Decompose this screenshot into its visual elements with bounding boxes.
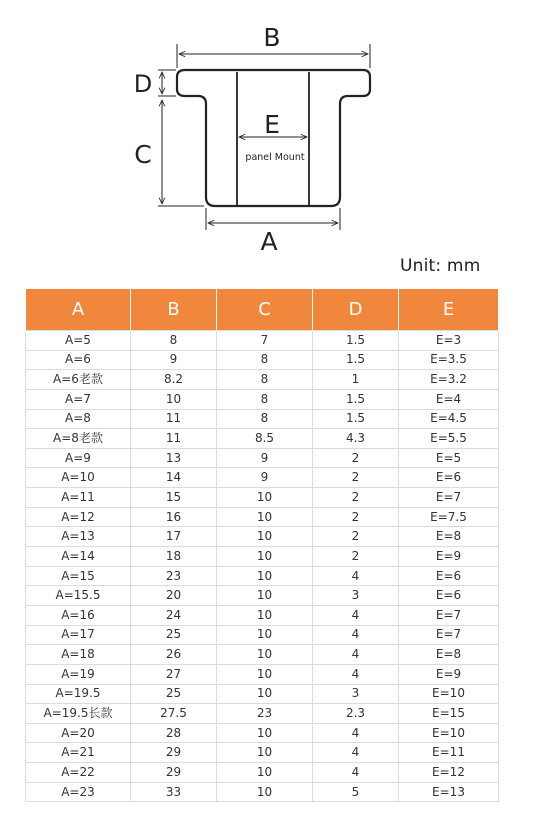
cell-b: 18: [131, 547, 217, 567]
cell-b: 16: [131, 507, 217, 527]
cell-d: 4.3: [313, 429, 399, 449]
cell-b: 8: [131, 331, 217, 351]
cell-d: 2: [313, 527, 399, 547]
table-row: [26, 429, 499, 449]
cell-a: A=16: [26, 605, 131, 625]
cell-d: 2.3: [313, 704, 399, 724]
label-e: E: [264, 110, 280, 139]
cell-e: E=5: [399, 448, 499, 468]
cell-b: 27.5: [131, 704, 217, 724]
cell-d: 3: [313, 684, 399, 704]
cell-a: A=8老款: [26, 429, 131, 449]
table-row: [26, 645, 499, 665]
panel-mount-label: panel Mount: [245, 152, 305, 163]
cell-c: 9: [217, 448, 313, 468]
table-row: [26, 350, 499, 370]
cell-c: 10: [217, 605, 313, 625]
cell-d: 4: [313, 605, 399, 625]
cell-e: E=7: [399, 488, 499, 508]
cell-a: A=12: [26, 507, 131, 527]
column-header-b: B: [131, 289, 217, 331]
cell-d: 2: [313, 507, 399, 527]
cell-b: 29: [131, 743, 217, 763]
cell-e: E=13: [399, 782, 499, 802]
cell-e: E=11: [399, 743, 499, 763]
cell-b: 17: [131, 527, 217, 547]
table-row: [26, 468, 499, 488]
cell-b: 10: [131, 389, 217, 409]
cell-a: A=15: [26, 566, 131, 586]
cell-a: A=19.5: [26, 684, 131, 704]
cell-d: 4: [313, 664, 399, 684]
cell-e: E=8: [399, 527, 499, 547]
cell-c: 10: [217, 527, 313, 547]
cell-e: E=4: [399, 389, 499, 409]
cell-b: 29: [131, 763, 217, 783]
cell-b: 9: [131, 350, 217, 370]
cell-b: 20: [131, 586, 217, 606]
cell-e: E=6: [399, 586, 499, 606]
table-row: [26, 723, 499, 743]
table-row: [26, 586, 499, 606]
cell-d: 4: [313, 743, 399, 763]
table-header-row: [26, 289, 499, 331]
cell-a: A=19.5长款: [26, 704, 131, 724]
cell-b: 8.2: [131, 370, 217, 390]
cell-c: 10: [217, 566, 313, 586]
cell-a: A=23: [26, 782, 131, 802]
cell-c: 10: [217, 625, 313, 645]
cell-c: 10: [217, 723, 313, 743]
cell-a: A=20: [26, 723, 131, 743]
cell-a: A=19: [26, 664, 131, 684]
cell-b: 14: [131, 468, 217, 488]
cell-a: A=14: [26, 547, 131, 567]
cell-d: 1.5: [313, 331, 399, 351]
label-d: D: [133, 70, 153, 98]
cell-a: A=5: [26, 331, 131, 351]
cell-c: 10: [217, 507, 313, 527]
cell-e: E=7: [399, 605, 499, 625]
cell-c: 8: [217, 409, 313, 429]
cell-a: A=21: [26, 743, 131, 763]
cell-a: A=11: [26, 488, 131, 508]
cell-a: A=8: [26, 409, 131, 429]
cell-b: 28: [131, 723, 217, 743]
cell-c: 10: [217, 664, 313, 684]
column-header-c: C: [217, 289, 313, 331]
cell-c: 10: [217, 684, 313, 704]
cell-a: A=15.5: [26, 586, 131, 606]
cell-c: 10: [217, 586, 313, 606]
cell-d: 1.5: [313, 409, 399, 429]
table-row: [26, 527, 499, 547]
cell-c: 9: [217, 468, 313, 488]
cell-b: 25: [131, 625, 217, 645]
cell-e: E=3: [399, 331, 499, 351]
cell-a: A=6老款: [26, 370, 131, 390]
cell-c: 10: [217, 645, 313, 665]
cell-c: 10: [217, 763, 313, 783]
cell-d: 1.5: [313, 350, 399, 370]
cell-a: A=10: [26, 468, 131, 488]
table-row: [26, 488, 499, 508]
cell-c: 8: [217, 389, 313, 409]
cell-c: 8.5: [217, 429, 313, 449]
cell-a: A=18: [26, 645, 131, 665]
cell-e: E=9: [399, 664, 499, 684]
label-c: C: [134, 140, 152, 169]
cell-d: 2: [313, 488, 399, 508]
cell-e: E=6: [399, 566, 499, 586]
cell-d: 4: [313, 645, 399, 665]
table-row: [26, 389, 499, 409]
cell-d: 4: [313, 723, 399, 743]
cell-e: E=7.5: [399, 507, 499, 527]
cell-c: 8: [217, 370, 313, 390]
cell-e: E=6: [399, 468, 499, 488]
cell-e: E=5.5: [399, 429, 499, 449]
table-row: [26, 782, 499, 802]
cell-e: E=10: [399, 684, 499, 704]
cell-a: A=13: [26, 527, 131, 547]
cell-d: 4: [313, 763, 399, 783]
table-row: [26, 763, 499, 783]
cell-b: 11: [131, 409, 217, 429]
cell-b: 23: [131, 566, 217, 586]
unit-label: Unit: mm: [400, 256, 481, 276]
label-a: A: [260, 227, 278, 256]
cell-c: 7: [217, 331, 313, 351]
size-spec-table: [25, 289, 499, 802]
column-header-e: E: [399, 289, 499, 331]
cell-b: 26: [131, 645, 217, 665]
table-row: [26, 409, 499, 429]
cell-b: 11: [131, 429, 217, 449]
cell-a: A=6: [26, 350, 131, 370]
cell-a: A=7: [26, 389, 131, 409]
table-row: [26, 704, 499, 724]
table-row: [26, 684, 499, 704]
cell-d: 2: [313, 448, 399, 468]
cell-d: 1.5: [313, 389, 399, 409]
table-row: [26, 448, 499, 468]
grommet-dimension-diagram: [0, 0, 539, 262]
cell-e: E=9: [399, 547, 499, 567]
column-header-a: A: [26, 289, 131, 331]
cell-d: 2: [313, 547, 399, 567]
table-row: [26, 664, 499, 684]
label-b: B: [263, 23, 281, 52]
cell-d: 2: [313, 468, 399, 488]
cell-e: E=3.2: [399, 370, 499, 390]
cell-e: E=12: [399, 763, 499, 783]
cell-c: 23: [217, 704, 313, 724]
column-header-d: D: [313, 289, 399, 331]
cell-d: 5: [313, 782, 399, 802]
table-row: [26, 547, 499, 567]
cell-b: 24: [131, 605, 217, 625]
table-row: [26, 370, 499, 390]
cell-c: 8: [217, 350, 313, 370]
cell-e: E=8: [399, 645, 499, 665]
table-row: [26, 331, 499, 351]
cell-d: 4: [313, 566, 399, 586]
cell-d: 4: [313, 625, 399, 645]
cell-d: 3: [313, 586, 399, 606]
cell-e: E=7: [399, 625, 499, 645]
cell-d: 1: [313, 370, 399, 390]
cell-c: 10: [217, 782, 313, 802]
cell-b: 13: [131, 448, 217, 468]
table-row: [26, 743, 499, 763]
cell-c: 10: [217, 743, 313, 763]
cell-e: E=4.5: [399, 409, 499, 429]
cell-c: 10: [217, 547, 313, 567]
cell-b: 33: [131, 782, 217, 802]
cell-c: 10: [217, 488, 313, 508]
cell-a: A=9: [26, 448, 131, 468]
cell-e: E=15: [399, 704, 499, 724]
cell-e: E=10: [399, 723, 499, 743]
cell-a: A=22: [26, 763, 131, 783]
table-row: [26, 507, 499, 527]
cell-b: 25: [131, 684, 217, 704]
cell-a: A=17: [26, 625, 131, 645]
cell-b: 27: [131, 664, 217, 684]
table-row: [26, 566, 499, 586]
table-row: [26, 625, 499, 645]
cell-b: 15: [131, 488, 217, 508]
table-row: [26, 605, 499, 625]
cell-e: E=3.5: [399, 350, 499, 370]
